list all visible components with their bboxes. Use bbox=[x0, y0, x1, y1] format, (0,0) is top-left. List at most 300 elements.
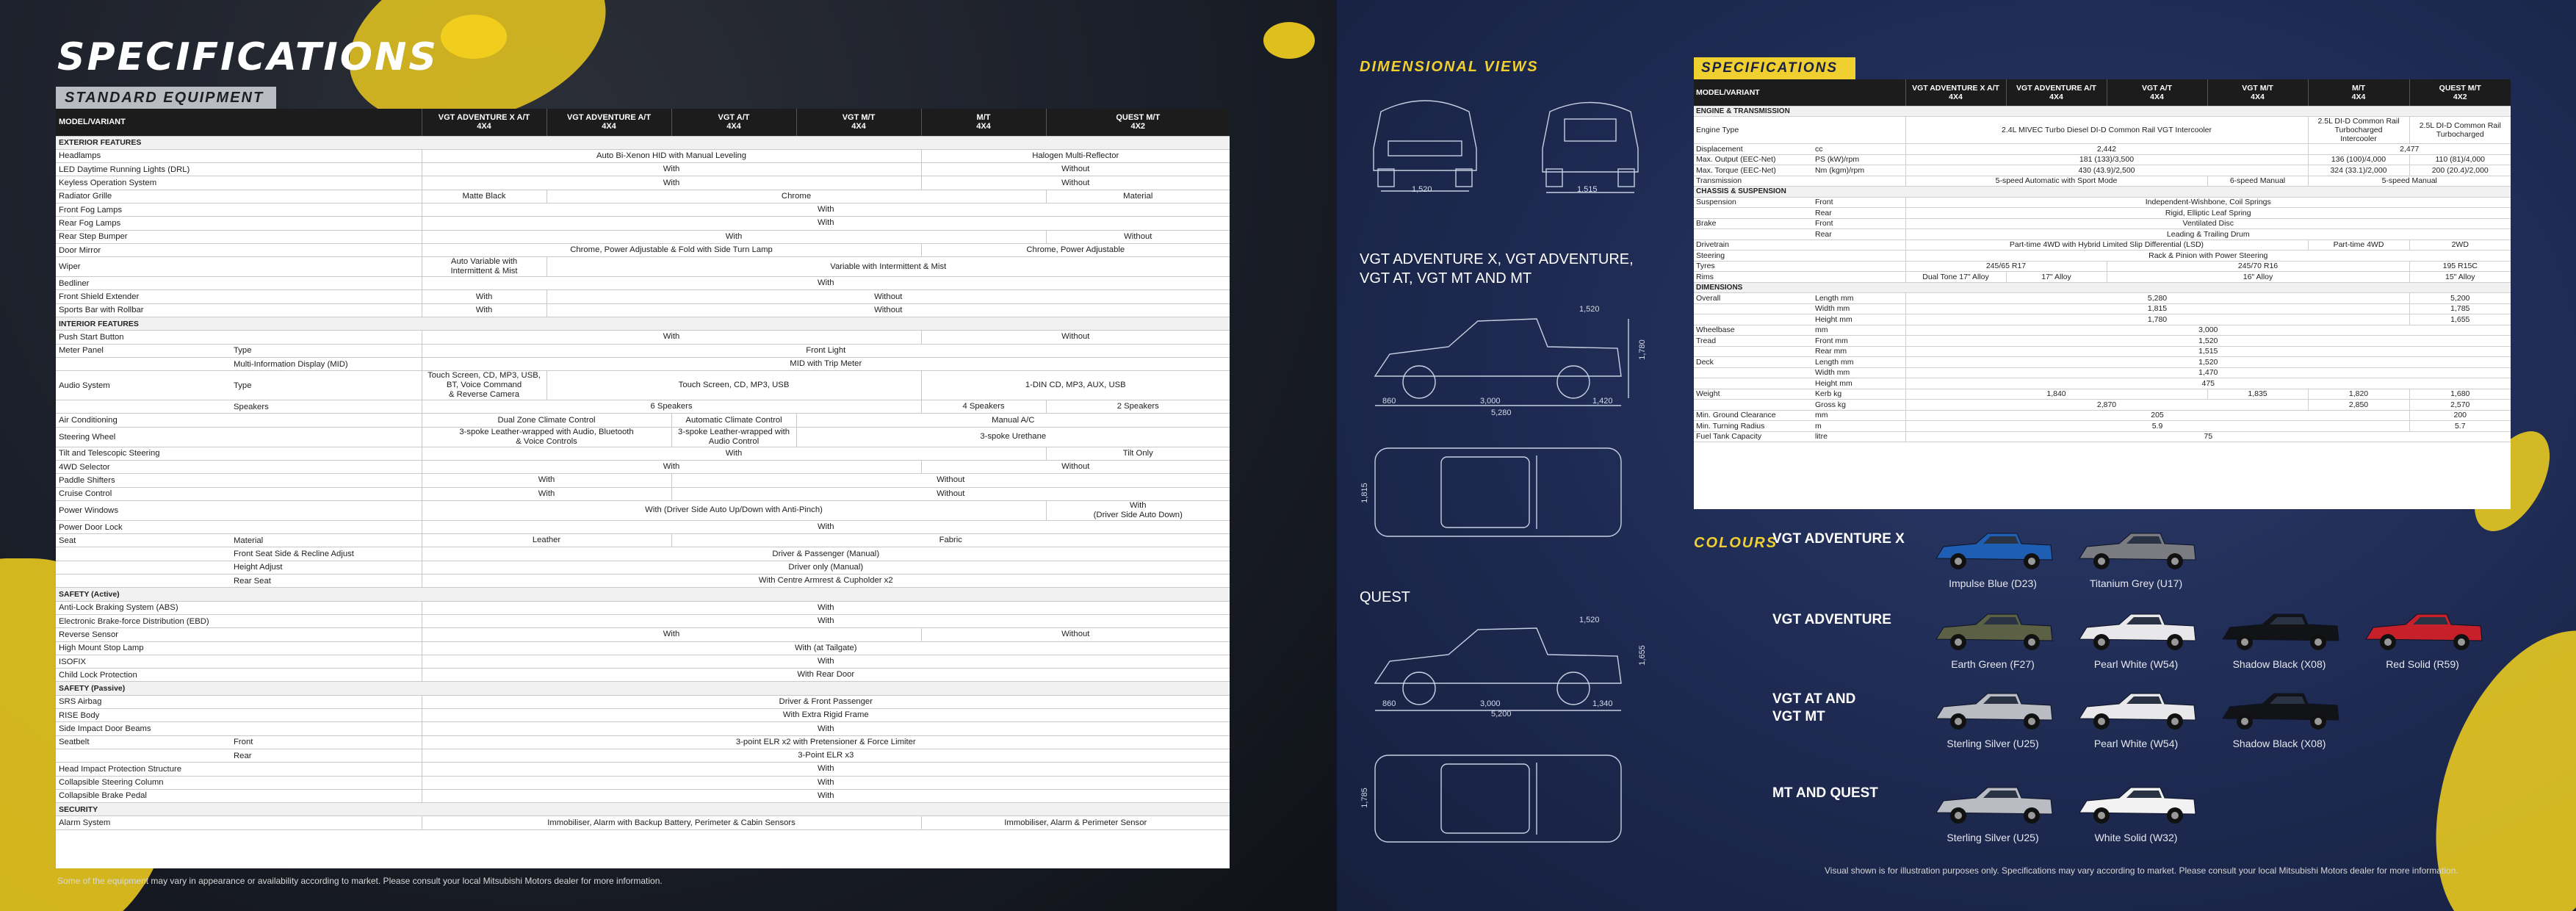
row-label bbox=[56, 561, 231, 574]
row-sublabel: Length mm bbox=[1813, 293, 1905, 304]
row-label: Cruise Control bbox=[56, 487, 231, 500]
table-row bbox=[1694, 272, 2511, 283]
table-cell: Fabric bbox=[671, 534, 1230, 547]
table-row bbox=[1694, 389, 2511, 400]
table-row bbox=[56, 331, 1230, 344]
row-sublabel bbox=[231, 176, 422, 190]
row-label bbox=[1694, 400, 1813, 411]
table-row bbox=[1694, 197, 2511, 208]
row-sublabel bbox=[231, 290, 422, 303]
column-header: VGT ADVENTURE X A/T 4X4 bbox=[1905, 79, 2006, 106]
table-row bbox=[1694, 240, 2511, 251]
row-label bbox=[1694, 346, 1813, 357]
rear-view-blueprint bbox=[1531, 90, 1649, 200]
row-sublabel bbox=[231, 203, 422, 216]
colour-name: Sterling Silver (U25) bbox=[1947, 738, 2039, 749]
section-row bbox=[56, 317, 1230, 331]
row-label: Electronic Brake-force Distribution (EBD) bbox=[56, 614, 231, 627]
table-cell: 3-spoke Urethane bbox=[796, 427, 1230, 447]
row-sublabel bbox=[1813, 117, 1905, 144]
table-cell: 4 Speakers bbox=[921, 400, 1046, 414]
table-cell: 75 bbox=[1905, 431, 2511, 442]
table-cell: Auto Bi-Xenon HID with Manual Leveling bbox=[422, 149, 921, 162]
column-header: VGT M/T 4X4 bbox=[796, 109, 921, 136]
table-row bbox=[56, 257, 1230, 277]
table-row bbox=[1694, 421, 2511, 432]
table-cell: 200 (20.4)/2,000 bbox=[2409, 165, 2511, 176]
row-label: RISE Body bbox=[56, 709, 231, 722]
row-sublabel: Kerb kg bbox=[1813, 389, 1905, 400]
row-sublabel: Front bbox=[1813, 218, 1905, 229]
table-cell: Without bbox=[546, 303, 1230, 317]
table-row bbox=[1694, 165, 2511, 176]
colours-footnote: Visual shown is for illustration purposes only. Specifications may vary according to market. Please consult your local Mitsubishi Motors dealer for more information. bbox=[1825, 865, 2458, 876]
table-cell: 181 (133)/3,500 bbox=[1905, 154, 2308, 165]
table-cell: Immobiliser, Alarm with Backup Battery, Perimeter & Cabin Sensors bbox=[422, 816, 921, 829]
row-label: Rims bbox=[1694, 272, 1813, 283]
colour-swatch bbox=[2070, 529, 2202, 589]
footnote: Some of the equipment may vary in appearance or availability according to market. Please consult your local Mitsubishi Motors dealer for more information. bbox=[57, 876, 663, 886]
row-label: Drivetrain bbox=[1694, 240, 1813, 251]
row-sublabel bbox=[231, 427, 422, 447]
table-row bbox=[56, 735, 1230, 749]
row-label: Child Lock Protection bbox=[56, 669, 231, 682]
row-sublabel: litre bbox=[1813, 431, 1905, 442]
row-sublabel bbox=[231, 816, 422, 829]
colour-swatch bbox=[2213, 610, 2345, 670]
model-group-title: QUEST bbox=[1360, 589, 1410, 605]
table-cell: Manual A/C bbox=[796, 414, 1230, 427]
table-cell: With Rear Door bbox=[422, 669, 1230, 682]
table-row bbox=[56, 474, 1230, 487]
section-row bbox=[56, 682, 1230, 695]
table-cell: With bbox=[422, 230, 1046, 243]
table-row bbox=[56, 230, 1230, 243]
colour-group-title: MT AND QUEST bbox=[1772, 785, 1878, 801]
table-cell: 1-DIN CD, MP3, AUX, USB bbox=[921, 371, 1230, 400]
row-sublabel bbox=[231, 655, 422, 668]
table-cell: 324 (33.1)/2,000 bbox=[2308, 165, 2409, 176]
table-cell: With bbox=[422, 474, 671, 487]
table-cell: Dual Tone 17" Alloy bbox=[1905, 272, 2006, 283]
row-sublabel: Gross kg bbox=[1813, 400, 1905, 411]
table-cell: 1,515 bbox=[1905, 346, 2511, 357]
length-dimension: 5,200 bbox=[1491, 710, 1512, 719]
colour-name: Earth Green (F27) bbox=[1951, 658, 2035, 670]
table-row bbox=[1694, 346, 2511, 357]
table-cell: With bbox=[422, 277, 1230, 290]
table-cell: With bbox=[422, 722, 1230, 735]
table-cell: Rigid, Elliptic Leaf Spring bbox=[1905, 208, 2511, 219]
page-title: SPECIFICATIONS bbox=[57, 35, 439, 79]
table-cell: Without bbox=[671, 487, 1230, 500]
table-cell: 2,477 bbox=[2308, 144, 2511, 155]
row-sublabel: Width mm bbox=[1813, 367, 1905, 378]
length-dimension: 5,280 bbox=[1491, 408, 1512, 417]
table-row bbox=[1694, 144, 2511, 155]
table-cell: With bbox=[422, 520, 1230, 533]
table-cell: Touch Screen, CD, MP3, USB bbox=[546, 371, 921, 400]
table-cell: 245/70 R16 bbox=[2107, 261, 2409, 272]
model-group-title: VGT ADVENTURE X, VGT ADVENTURE, VGT AT, VGT MT AND MT bbox=[1360, 251, 1634, 287]
colour-swatch bbox=[1927, 529, 2059, 589]
table-cell: 2,850 bbox=[2308, 400, 2409, 411]
table-cell: 2WD bbox=[2409, 240, 2511, 251]
column-header: MODEL/VARIANT bbox=[56, 109, 422, 136]
column-header: VGT ADVENTURE X A/T 4X4 bbox=[422, 109, 546, 136]
table-cell: Ventilated Disc bbox=[1905, 218, 2511, 229]
row-label: Steering bbox=[1694, 251, 1813, 262]
row-label: Steering Wheel bbox=[56, 427, 231, 447]
table-cell: With bbox=[422, 331, 921, 344]
colour-name: Pearl White (W54) bbox=[2093, 658, 2179, 670]
section-row bbox=[56, 588, 1230, 601]
table-row bbox=[56, 176, 1230, 190]
column-header: QUEST M/T 4X2 bbox=[1046, 109, 1230, 136]
row-sublabel bbox=[231, 277, 422, 290]
table-row bbox=[56, 561, 1230, 574]
row-label: Alarm System bbox=[56, 816, 231, 829]
row-sublabel bbox=[231, 601, 422, 614]
table-row bbox=[1694, 251, 2511, 262]
table-row bbox=[1694, 117, 2511, 144]
table-row bbox=[56, 722, 1230, 735]
table-cell: 475 bbox=[1905, 378, 2511, 389]
row-label: Seatbelt bbox=[56, 735, 231, 749]
row-sublabel: Type bbox=[231, 371, 422, 400]
table-cell: Automatic Climate Control bbox=[671, 414, 796, 427]
table-cell: Chrome, Power Adjustable bbox=[921, 243, 1230, 256]
table-cell: 430 (43.9)/2,500 bbox=[1905, 165, 2308, 176]
table-row bbox=[1694, 410, 2511, 421]
row-sublabel: Length mm bbox=[1813, 357, 1905, 368]
table-cell: 6 Speakers bbox=[422, 400, 921, 414]
table-row bbox=[56, 203, 1230, 216]
table-cell: Touch Screen, CD, MP3, USB, BT, Voice Command & Reverse Camera bbox=[422, 371, 546, 400]
table-cell: With bbox=[422, 203, 1230, 216]
table-cell: With bbox=[422, 447, 1046, 460]
row-label: Power Door Lock bbox=[56, 520, 231, 533]
rear-overhang-dimension: 1,420 bbox=[1592, 397, 1613, 406]
table-cell: Driver & Front Passenger bbox=[422, 695, 1230, 708]
colour-swatch bbox=[1927, 689, 2059, 749]
paint-splash bbox=[441, 15, 507, 59]
table-cell: 200 bbox=[2409, 410, 2511, 421]
row-label bbox=[1694, 208, 1813, 219]
row-label: Weight bbox=[1694, 389, 1813, 400]
table-row bbox=[1694, 314, 2511, 325]
row-label: Brake bbox=[1694, 218, 1813, 229]
row-sublabel bbox=[231, 474, 422, 487]
row-sublabel bbox=[231, 722, 422, 735]
table-cell: With bbox=[422, 655, 1230, 668]
table-row bbox=[56, 669, 1230, 682]
table-cell: Dual Zone Climate Control bbox=[422, 414, 671, 427]
table-row bbox=[56, 290, 1230, 303]
colour-name: Red Solid (R59) bbox=[2386, 658, 2459, 670]
row-label: High Mount Stop Lamp bbox=[56, 641, 231, 655]
colour-name: Impulse Blue (D23) bbox=[1949, 577, 2037, 589]
row-sublabel bbox=[231, 414, 422, 427]
row-label: Tilt and Telescopic Steering bbox=[56, 447, 231, 460]
row-sublabel bbox=[231, 243, 422, 256]
row-sublabel bbox=[231, 709, 422, 722]
table-row bbox=[1694, 367, 2511, 378]
table-row bbox=[1694, 293, 2511, 304]
row-sublabel bbox=[1813, 261, 1905, 272]
row-sublabel bbox=[231, 217, 422, 230]
table-cell: Part-time 4WD bbox=[2308, 240, 2409, 251]
row-sublabel bbox=[231, 641, 422, 655]
row-sublabel: Rear bbox=[1813, 229, 1905, 240]
table-cell: With (at Tailgate) bbox=[422, 641, 1230, 655]
table-row bbox=[56, 520, 1230, 533]
row-sublabel bbox=[1813, 176, 1905, 187]
row-sublabel bbox=[231, 614, 422, 627]
section-row bbox=[56, 803, 1230, 816]
table-cell: Without bbox=[546, 290, 1230, 303]
table-cell: With bbox=[422, 763, 1230, 776]
column-header: VGT M/T 4X4 bbox=[2207, 79, 2308, 106]
table-cell: With bbox=[422, 628, 921, 641]
row-label: Radiator Grille bbox=[56, 190, 231, 203]
table-cell: 1,815 bbox=[1905, 303, 2409, 314]
table-row bbox=[56, 163, 1230, 176]
table-cell: 3,000 bbox=[1905, 325, 2511, 336]
table-cell: Without bbox=[921, 176, 1230, 190]
table-cell: Part-time 4WD with Hybrid Limited Slip Differential (LSD) bbox=[1905, 240, 2308, 251]
row-label: Tread bbox=[1694, 336, 1813, 347]
table-cell: Chrome, Power Adjustable & Fold with Side Turn Lamp bbox=[422, 243, 921, 256]
row-sublabel: Type bbox=[231, 344, 422, 357]
column-header: M/T 4X4 bbox=[2308, 79, 2409, 106]
table-cell: With Centre Armrest & Cupholder x2 bbox=[422, 575, 1230, 588]
row-label bbox=[56, 357, 231, 370]
section-row bbox=[1694, 187, 2511, 198]
table-row bbox=[56, 500, 1230, 520]
table-cell: 1,840 bbox=[1905, 389, 2207, 400]
table-row bbox=[56, 628, 1230, 641]
table-cell: Without bbox=[921, 331, 1230, 344]
section-subtitle: STANDARD EQUIPMENT bbox=[56, 87, 276, 109]
row-sublabel bbox=[231, 628, 422, 641]
row-sublabel bbox=[1813, 240, 1905, 251]
colour-swatch bbox=[2070, 783, 2202, 843]
table-row bbox=[56, 487, 1230, 500]
row-label: SRS Airbag bbox=[56, 695, 231, 708]
row-label: Seat bbox=[56, 534, 231, 547]
row-label: Sports Bar with Rollbar bbox=[56, 303, 231, 317]
section-row bbox=[1694, 282, 2511, 293]
table-cell: With bbox=[422, 176, 921, 190]
table-cell: Without bbox=[1046, 230, 1230, 243]
table-cell: 2,442 bbox=[1905, 144, 2308, 155]
column-header: VGT A/T 4X4 bbox=[671, 109, 796, 136]
table-cell: With bbox=[422, 487, 671, 500]
section-row bbox=[56, 136, 1230, 149]
table-cell: Without bbox=[921, 163, 1230, 176]
row-sublabel bbox=[231, 520, 422, 533]
row-sublabel: Rear bbox=[231, 749, 422, 762]
table-row bbox=[1694, 400, 2511, 411]
row-sublabel: Front mm bbox=[1813, 336, 1905, 347]
table-cell: 3-Point ELR x3 bbox=[422, 749, 1230, 762]
row-label: Side Impact Door Beams bbox=[56, 722, 231, 735]
table-cell: With bbox=[422, 789, 1230, 802]
height-dimension: 1,780 bbox=[1637, 339, 1647, 360]
column-header: M/T 4X4 bbox=[921, 109, 1046, 136]
table-cell: 5,200 bbox=[2409, 293, 2511, 304]
table-row bbox=[56, 534, 1230, 547]
table-row bbox=[1694, 378, 2511, 389]
table-row bbox=[56, 547, 1230, 561]
row-sublabel bbox=[231, 303, 422, 317]
height-dimension: 1,655 bbox=[1637, 645, 1647, 666]
table-cell: 1,680 bbox=[2409, 389, 2511, 400]
table-cell: Tilt Only bbox=[1046, 447, 1230, 460]
row-sublabel bbox=[231, 763, 422, 776]
row-sublabel: Front bbox=[231, 735, 422, 749]
table-row bbox=[1694, 336, 2511, 347]
row-sublabel bbox=[231, 487, 422, 500]
row-sublabel: Rear mm bbox=[1813, 346, 1905, 357]
table-cell: Immobiliser, Alarm & Perimeter Sensor bbox=[921, 816, 1230, 829]
table-cell: 1,780 bbox=[1905, 314, 2409, 325]
table-cell: With bbox=[422, 303, 546, 317]
table-cell: 2,570 bbox=[2409, 400, 2511, 411]
table-cell: Chrome bbox=[546, 190, 1046, 203]
row-sublabel bbox=[1813, 251, 1905, 262]
row-sublabel: Nm (kgm)/rpm bbox=[1813, 165, 1905, 176]
table-cell: 2.5L DI-D Common Rail Turbocharged bbox=[2409, 117, 2511, 144]
table-cell: With bbox=[422, 461, 921, 474]
column-header: VGT ADVENTURE A/T 4X4 bbox=[546, 109, 671, 136]
table-row bbox=[1694, 229, 2511, 240]
table-cell: 5-speed Manual bbox=[2308, 176, 2511, 187]
table-row bbox=[56, 641, 1230, 655]
row-sublabel: PS (kW)/rpm bbox=[1813, 154, 1905, 165]
table-row bbox=[56, 709, 1230, 722]
table-cell: 245/65 R17 bbox=[1905, 261, 2107, 272]
table-cell: With bbox=[422, 290, 546, 303]
row-label bbox=[1694, 229, 1813, 240]
section-heading: SECURITY bbox=[56, 803, 1230, 816]
row-label: Engine Type bbox=[1694, 117, 1813, 144]
row-sublabel bbox=[231, 149, 422, 162]
wheelbase-dimension: 3,000 bbox=[1480, 397, 1501, 406]
section-heading: DIMENSIONS bbox=[1694, 282, 2511, 293]
table-cell: 3-spoke Leather-wrapped with Audio, Bluetooth & Voice Controls bbox=[422, 427, 671, 447]
table-cell: Driver only (Manual) bbox=[422, 561, 1230, 574]
row-sublabel: Rear bbox=[1813, 208, 1905, 219]
row-sublabel: Height mm bbox=[1813, 314, 1905, 325]
table-row bbox=[56, 190, 1230, 203]
table-row bbox=[1694, 261, 2511, 272]
table-cell: 3-point ELR x2 with Pretensioner & Force Limiter bbox=[422, 735, 1230, 749]
table-row bbox=[56, 763, 1230, 776]
row-sublabel: Height Adjust bbox=[231, 561, 422, 574]
table-cell: Material bbox=[1046, 190, 1230, 203]
row-sublabel bbox=[231, 230, 422, 243]
table-cell: With bbox=[422, 614, 1230, 627]
table-row bbox=[1694, 154, 2511, 165]
colour-swatch bbox=[2356, 610, 2489, 670]
table-row bbox=[56, 371, 1230, 400]
table-cell: 6-speed Manual bbox=[2207, 176, 2308, 187]
table-row bbox=[56, 749, 1230, 762]
width-dimension: 1,815 bbox=[1360, 483, 1369, 503]
standard-equipment-table bbox=[56, 109, 1230, 868]
table-row bbox=[56, 243, 1230, 256]
row-label bbox=[1694, 314, 1813, 325]
table-cell: 5.9 bbox=[1905, 421, 2409, 432]
colour-name: Shadow Black (X08) bbox=[2232, 658, 2326, 670]
table-row bbox=[56, 695, 1230, 708]
row-sublabel: mm bbox=[1813, 410, 1905, 421]
row-sublabel bbox=[231, 776, 422, 789]
row-label: Audio System bbox=[56, 371, 231, 400]
row-label: Front Fog Lamps bbox=[56, 203, 231, 216]
row-label bbox=[56, 575, 231, 588]
table-cell: With bbox=[422, 163, 921, 176]
column-header: MODEL/VARIANT bbox=[1694, 79, 1905, 106]
pickup-truck-image bbox=[2074, 689, 2198, 733]
pickup-truck-image bbox=[1930, 689, 2055, 733]
row-label: Rear Step Bumper bbox=[56, 230, 231, 243]
table-cell: 5,280 bbox=[1905, 293, 2409, 304]
table-cell: 2,870 bbox=[1905, 400, 2308, 411]
row-sublabel: cc bbox=[1813, 144, 1905, 155]
colour-name: Shadow Black (X08) bbox=[2232, 738, 2326, 749]
table-row bbox=[56, 427, 1230, 447]
colour-swatch bbox=[1927, 783, 2059, 843]
row-sublabel: m bbox=[1813, 421, 1905, 432]
row-sublabel bbox=[231, 461, 422, 474]
table-cell: 2.5L DI-D Common Rail Turbocharged Intercooler bbox=[2308, 117, 2409, 144]
row-sublabel bbox=[231, 695, 422, 708]
table-cell: Halogen Multi-Reflector bbox=[921, 149, 1230, 162]
pickup-truck-image bbox=[2074, 529, 2198, 573]
column-header: QUEST M/T 4X2 bbox=[2409, 79, 2511, 106]
table-cell: Rack & Pinion with Power Steering bbox=[1905, 251, 2511, 262]
table-row bbox=[56, 655, 1230, 668]
table-row bbox=[56, 776, 1230, 789]
row-label: Rear Fog Lamps bbox=[56, 217, 231, 230]
section-row bbox=[1694, 106, 2511, 117]
row-label bbox=[56, 400, 231, 414]
row-label: Front Shield Extender bbox=[56, 290, 231, 303]
table-cell: Driver & Passenger (Manual) bbox=[422, 547, 1230, 561]
table-cell: 195 R15C bbox=[2409, 261, 2511, 272]
top-view-blueprint bbox=[1368, 441, 1632, 544]
pickup-truck-image bbox=[2074, 783, 2198, 827]
front-width-dimension: 1,520 bbox=[1412, 185, 1432, 194]
row-label: Push Start Button bbox=[56, 331, 231, 344]
pickup-truck-image bbox=[2074, 610, 2198, 654]
table-cell: Without bbox=[921, 461, 1230, 474]
table-cell: Independent-Wishbone, Coil Springs bbox=[1905, 197, 2511, 208]
row-sublabel: Speakers bbox=[231, 400, 422, 414]
table-cell: 1,520 bbox=[1905, 336, 2511, 347]
front-overhang-dimension: 860 bbox=[1382, 397, 1396, 406]
roof-dimension: 1,520 bbox=[1579, 305, 1600, 314]
row-sublabel: Width mm bbox=[1813, 303, 1905, 314]
row-sublabel: Multi-Information Display (MID) bbox=[231, 357, 422, 370]
row-label bbox=[1694, 303, 1813, 314]
table-row bbox=[56, 447, 1230, 460]
dimensional-views-title: DIMENSIONAL VIEWS bbox=[1360, 59, 1539, 75]
row-sublabel bbox=[231, 190, 422, 203]
